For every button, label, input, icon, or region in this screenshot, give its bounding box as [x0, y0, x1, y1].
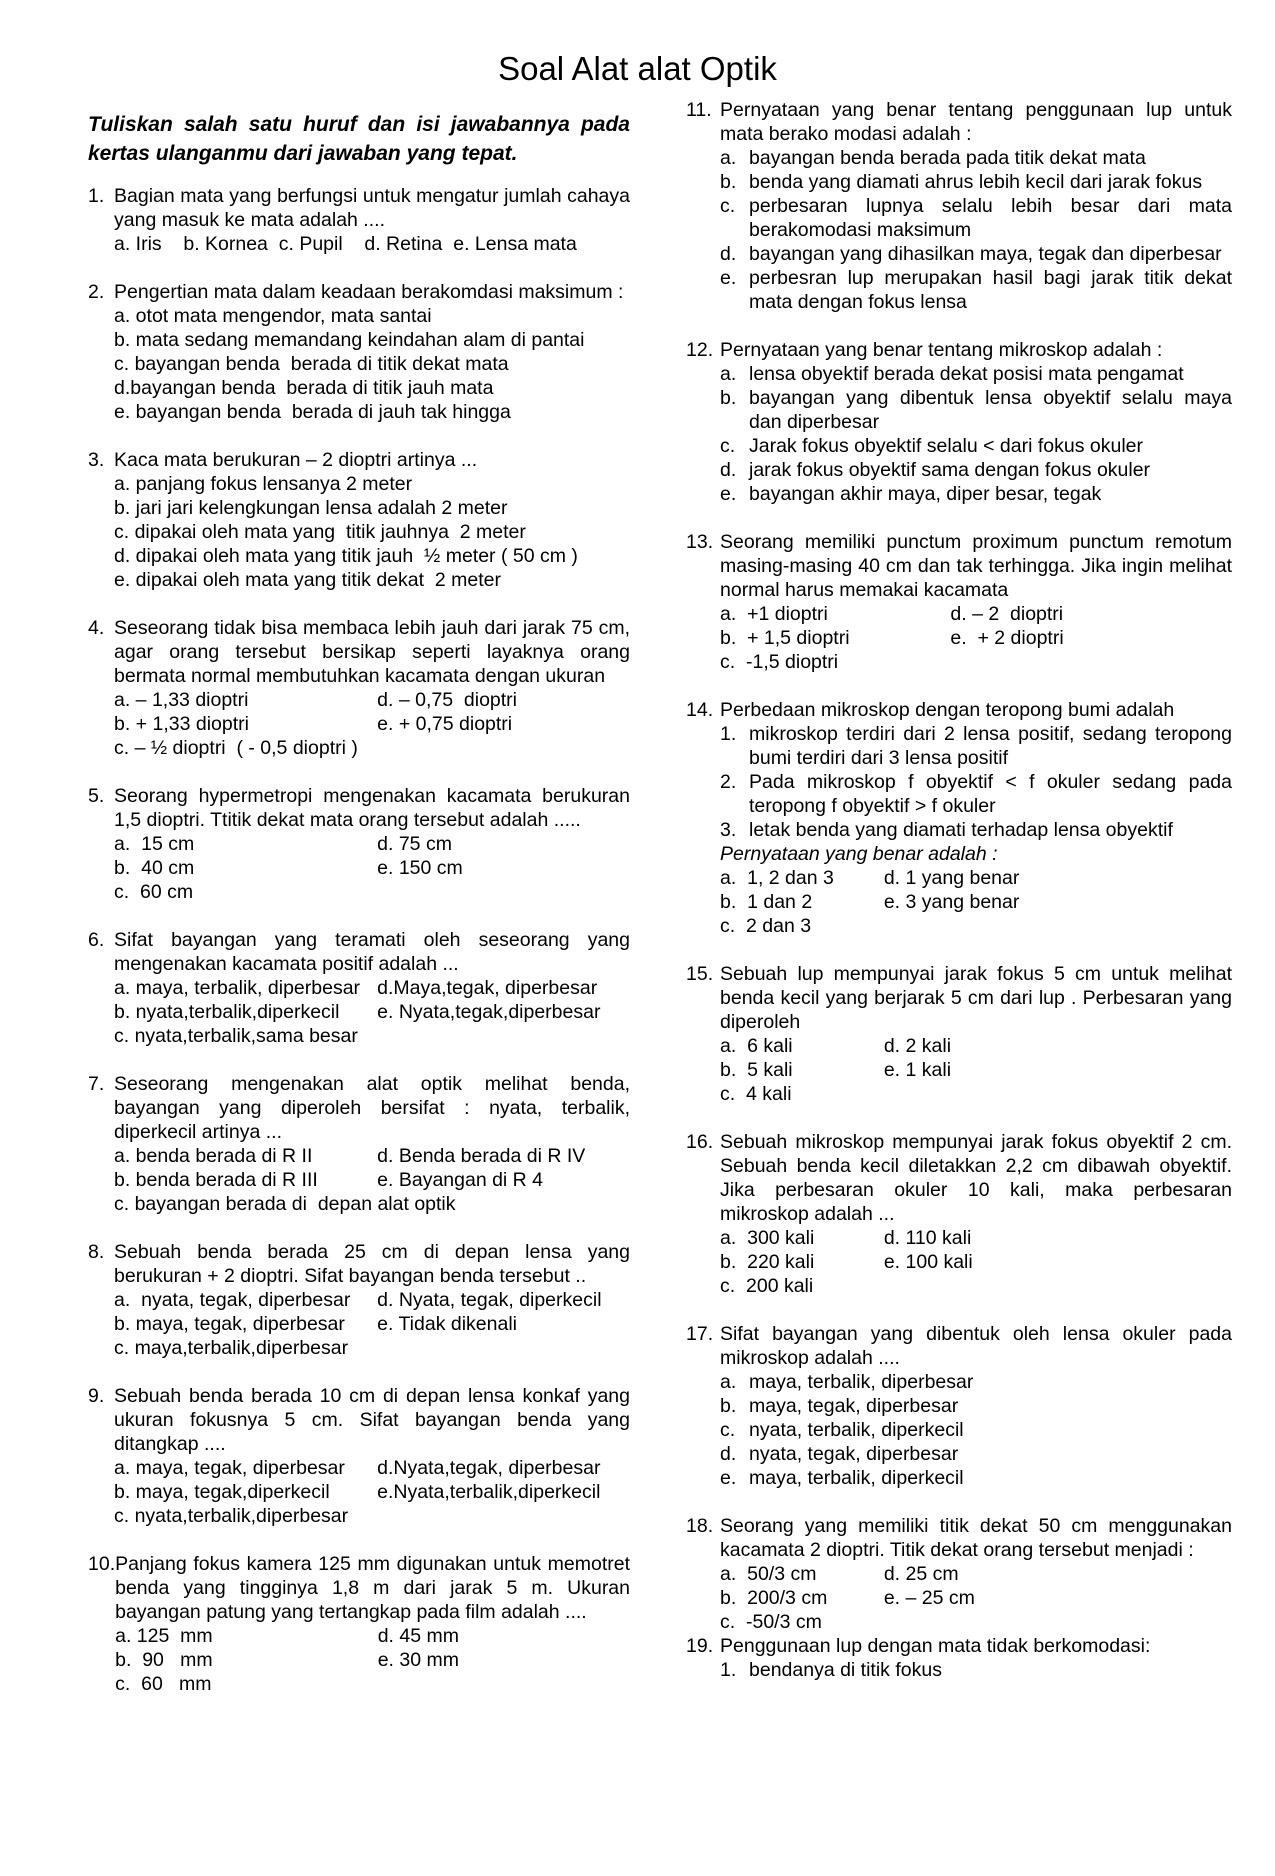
- answer-option: e. + 0,75 dioptri: [377, 713, 513, 735]
- answer-option: [720, 146, 1232, 170]
- question-14: [686, 698, 1232, 938]
- answer-option: [720, 266, 1232, 314]
- question-text: Pernyataan yang benar tentang penggunaan lup untuk mata berako modasi adalah :: [720, 99, 1232, 145]
- option-letter: 1.: [720, 723, 737, 745]
- option-text: jarak fokus obyektif sama dengan fokus okuler: [749, 459, 1151, 481]
- question-body: [720, 1514, 1232, 1634]
- answer-option-pair: [115, 1624, 630, 1648]
- answer-option-pair: [114, 688, 630, 712]
- question-text: Kaca mata berukuran – 2 dioptri artinya ...: [114, 449, 478, 471]
- answer-option-pair: [114, 712, 630, 736]
- answer-option: [720, 818, 1232, 842]
- right-column: [686, 98, 1232, 1706]
- answer-option: d. – 2 dioptri: [950, 603, 1064, 625]
- question-7: [88, 1072, 630, 1216]
- option-text: letak benda yang diamati terhadap lensa obyektif: [749, 819, 1173, 841]
- answer-option: b. mata sedang memandang keindahan alam di pantai: [114, 329, 585, 351]
- question-text: Seorang hypermetropi mengenakan kacamata berukuran 1,5 dioptri. Ttitik dekat mata orang tersebut adalah .....: [114, 785, 630, 831]
- answer-option: c. dipakai oleh mata yang titik jauhnya 2 meter: [114, 521, 526, 543]
- answer-option: a. 50/3 cm: [720, 1563, 817, 1585]
- answer-option: d.bayangan benda berada di titik jauh mata: [114, 377, 494, 399]
- answer-option: d. 45 mm: [377, 1625, 459, 1647]
- question-text: Penggunaan lup dengan mata tidak berkomodasi:: [720, 1635, 1151, 1657]
- answer-option: [720, 386, 1232, 434]
- option-text: perbesran lup merupakan hasil bagi jarak titik dekat mata dengan fokus lensa: [749, 267, 1232, 313]
- question-8: [88, 1240, 630, 1360]
- answer-option: e.Nyata,terbalik,diperkecil: [377, 1481, 601, 1503]
- answer-option-pair: [114, 1168, 630, 1192]
- option-letter: e.: [720, 483, 737, 505]
- option-letter: c.: [720, 1419, 736, 1441]
- question-number: 18.: [686, 1515, 714, 1537]
- answer-option: d. 110 kali: [883, 1227, 972, 1249]
- answer-option: b. nyata,terbalik,diperkecil: [114, 1001, 340, 1023]
- question-number: 16.: [686, 1131, 714, 1153]
- answer-option: e. Bayangan di R 4: [377, 1169, 544, 1191]
- answer-option-pair: [720, 1586, 1232, 1610]
- question-body: [114, 1240, 630, 1360]
- option-text: Jarak fokus obyektif selalu < dari fokus okuler: [749, 435, 1143, 457]
- question-body: [114, 448, 630, 592]
- answer-option: e. 100 kali: [883, 1251, 973, 1273]
- question-number: 5.: [88, 785, 105, 807]
- option-letter: e.: [720, 1467, 737, 1489]
- answer-option: e. 3 yang benar: [883, 891, 1020, 913]
- answer-option: b. 220 kali: [720, 1251, 815, 1273]
- question-body: [114, 1072, 630, 1216]
- question-body: [720, 530, 1232, 674]
- question-number: 7.: [88, 1073, 105, 1095]
- option-letter: 2.: [720, 771, 737, 793]
- option-text: bendanya di titik fokus: [749, 1659, 942, 1681]
- answer-option-pair: [114, 1144, 630, 1168]
- answer-option: d.Nyata,tegak, diperbesar: [377, 1457, 601, 1479]
- option-text: Pada mikroskop f obyektif < f okuler sedang pada teropong f obyektif > f okuler: [749, 771, 1232, 817]
- question-text: Pernyataan yang benar tentang mikroskop adalah :: [720, 339, 1163, 361]
- question-body: [720, 98, 1232, 314]
- answer-option: a. Iris b. Kornea c. Pupil d. Retina e. Lensa mata: [114, 233, 577, 255]
- question-body: [720, 698, 1232, 938]
- answer-option: [720, 770, 1232, 818]
- answer-option: a. maya, tegak, diperbesar: [114, 1457, 345, 1479]
- question-text: Perbedaan mikroskop dengan teropong bumi adalah: [720, 699, 1175, 721]
- question-body: [720, 1130, 1232, 1298]
- question-number: 14.: [686, 699, 714, 721]
- answer-option: c. -50/3 cm: [720, 1611, 822, 1633]
- question-5: [88, 784, 630, 904]
- question-number: 8.: [88, 1241, 105, 1263]
- question-16: [686, 1130, 1232, 1298]
- option-text: bayangan yang dihasilkan maya, tegak dan diperbesar: [749, 243, 1222, 265]
- question-13: [686, 530, 1232, 674]
- answer-option: a. 300 kali: [720, 1227, 815, 1249]
- question-text: Sifat bayangan yang dibentuk oleh lensa okuler pada mikroskop adalah ....: [720, 1323, 1232, 1369]
- option-letter: a.: [720, 147, 737, 169]
- question-2: [88, 280, 630, 424]
- answer-option: c. nyata,terbalik,diperbesar: [114, 1505, 349, 1527]
- answer-option: a. 1, 2 dan 3: [720, 867, 834, 889]
- answer-option: a. +1 dioptri: [720, 603, 828, 625]
- question-body: [115, 1552, 630, 1696]
- answer-option: b. 40 cm: [114, 857, 195, 879]
- answer-option: b. 5 kali: [720, 1059, 793, 1081]
- question-19: [686, 1634, 1232, 1682]
- answer-option: a. 15 cm: [114, 833, 195, 855]
- option-text: maya, terbalik, diperbesar: [749, 1371, 974, 1393]
- option-text: perbesaran lupnya selalu lebih besar dari mata berakomodasi maksimum: [749, 195, 1232, 241]
- option-letter: c.: [720, 195, 736, 217]
- question-number: 12.: [686, 339, 714, 361]
- option-text: benda yang diamati ahrus lebih kecil dari jarak fokus: [749, 171, 1203, 193]
- question-body: [114, 928, 630, 1048]
- option-letter: b.: [720, 171, 737, 193]
- answer-option: b. + 1,33 dioptri: [114, 713, 249, 735]
- answer-option: [720, 1394, 1232, 1418]
- question-17: [686, 1322, 1232, 1490]
- answer-option: b. benda berada di R III: [114, 1169, 318, 1191]
- answer-option: c. bayangan benda berada di titik dekat mata: [114, 353, 509, 375]
- question-number: 11.: [686, 99, 712, 121]
- answer-option: d. Benda berada di R IV: [377, 1145, 586, 1167]
- option-letter: c.: [720, 435, 736, 457]
- question-number: 3.: [88, 449, 105, 471]
- answer-option: d. 25 cm: [883, 1563, 959, 1585]
- answer-option: d. 1 yang benar: [883, 867, 1020, 889]
- left-column: [88, 110, 630, 1720]
- answer-option: e. Nyata,tegak,diperbesar: [377, 1001, 601, 1023]
- option-text: maya, terbalik, diperkecil: [749, 1467, 964, 1489]
- answer-option-pair: [720, 626, 1232, 650]
- answer-option: a. panjang fokus lensanya 2 meter: [114, 473, 413, 495]
- answer-option: b. 1 dan 2: [720, 891, 813, 913]
- answer-option: c. maya,terbalik,diperbesar: [114, 1337, 349, 1359]
- answer-option: [720, 1466, 1232, 1490]
- answer-option: d. 75 cm: [377, 833, 452, 855]
- answer-option: e. dipakai oleh mata yang titik dekat 2 meter: [114, 569, 501, 591]
- answer-option: e. bayangan benda berada di jauh tak hingga: [114, 401, 511, 423]
- answer-option: [720, 362, 1232, 386]
- option-letter: b.: [720, 1395, 737, 1417]
- question-12: [686, 338, 1232, 506]
- answer-option: e. 30 mm: [377, 1649, 459, 1671]
- question-text: Sebuah lup mempunyai jarak fokus 5 cm untuk melihat benda kecil yang berjarak 5 cm dari lup . Perbesaran yang diperoleh: [720, 963, 1232, 1033]
- question-text: Seorang yang memiliki titik dekat 50 cm menggunakan kacamata 2 dioptri. Titik dekat orang tersebut menjadi :: [720, 1515, 1232, 1561]
- question-text: Bagian mata yang berfungsi untuk mengatur jumlah cahaya yang masuk ke mata adalah ....: [114, 185, 630, 231]
- option-letter: d.: [720, 1443, 737, 1465]
- question-body: [720, 338, 1232, 506]
- answer-option-pair: [720, 866, 1232, 890]
- answer-option: c. 2 dan 3: [720, 915, 812, 937]
- question-number: 1.: [88, 185, 105, 207]
- answer-option: [720, 458, 1232, 482]
- question-number: 4.: [88, 617, 105, 639]
- answer-option: [720, 722, 1232, 770]
- question-body: [114, 1384, 630, 1528]
- answer-option: e. 1 kali: [883, 1059, 952, 1081]
- answer-option-pair: [720, 1058, 1232, 1082]
- question-text: Sebuah benda berada 25 cm di depan lensa yang berukuran + 2 dioptri. Sifat bayangan benda tersebut ..: [114, 1241, 630, 1287]
- question-text: Seseorang mengenakan alat optik melihat benda, bayangan yang diperoleh bersifat : nyata, terbalik, diperkecil artinya ...: [114, 1073, 630, 1143]
- question-body: [720, 1322, 1232, 1490]
- question-number: 13.: [686, 531, 714, 553]
- question-text: Seseorang tidak bisa membaca lebih jauh dari jarak 75 cm, agar orang tersebut bersikap seperti layaknya orang bermata normal membutuhkan kacamata dengan ukuran: [114, 617, 630, 687]
- question-6: [88, 928, 630, 1048]
- question-18: [686, 1514, 1232, 1634]
- answer-option-pair: [114, 1312, 630, 1336]
- option-letter: d.: [720, 243, 737, 265]
- answer-option: d.Maya,tegak, diperbesar: [377, 977, 598, 999]
- answer-option-pair: [720, 890, 1232, 914]
- answer-option: [720, 1370, 1232, 1394]
- page-title: Soal Alat alat Optik: [498, 50, 777, 87]
- answer-option: [720, 170, 1232, 194]
- answer-option: e. + 2 dioptri: [950, 627, 1064, 649]
- answer-option: c. 4 kali: [720, 1083, 792, 1105]
- option-text: lensa obyektif berada dekat posisi mata pengamat: [749, 363, 1184, 385]
- question-number: 17.: [686, 1323, 714, 1345]
- answer-option: e. Tidak dikenali: [377, 1313, 517, 1335]
- answer-option: c. bayangan berada di depan alat optik: [114, 1193, 456, 1215]
- question-text: Sebuah mikroskop mempunyai jarak fokus obyektif 2 cm. Sebuah benda kecil diletakkan 2,2 cm dibawah obyektif. Jika perbesaran okuler 10 kali, maka perbesaran mikroskop adalah ...: [720, 1131, 1232, 1225]
- answer-option: a. benda berada di R II: [114, 1145, 313, 1167]
- answer-option: a. 125 mm: [115, 1625, 213, 1647]
- answer-option: c. 200 kali: [720, 1275, 814, 1297]
- answer-option: b. + 1,5 dioptri: [720, 627, 850, 649]
- question-number: 15.: [686, 963, 714, 985]
- option-letter: a.: [720, 1371, 737, 1393]
- instructions: Tuliskan salah satu huruf dan isi jawabannya pada kertas ulanganmu dari jawaban yang tepat.: [88, 113, 630, 165]
- question-number: 2.: [88, 281, 105, 303]
- question-1: [88, 184, 630, 256]
- question-body: [114, 616, 630, 760]
- answer-option: d. Nyata, tegak, diperkecil: [377, 1289, 602, 1311]
- question-4: [88, 616, 630, 760]
- question-body: [720, 962, 1232, 1106]
- answer-option: [720, 1418, 1232, 1442]
- question-number: 9.: [88, 1385, 105, 1407]
- option-text: mikroskop terdiri dari 2 lensa positif, sedang teropong bumi terdiri dari 3 lensa positif: [749, 723, 1232, 769]
- option-letter: b.: [720, 387, 737, 409]
- option-text: bayangan akhir maya, diper besar, tegak: [749, 483, 1102, 505]
- answer-option: a. nyata, tegak, diperbesar: [114, 1289, 351, 1311]
- question-15: [686, 962, 1232, 1106]
- answer-option: a. otot mata mengendor, mata santai: [114, 305, 432, 327]
- question-body: [114, 184, 630, 256]
- answer-option-pair: [114, 1288, 630, 1312]
- question-text: Panjang fokus kamera 125 mm digunakan untuk memotret benda yang tingginya 1,8 m dari jarak 5 m. Ukuran bayangan patung yang tertangkap pada film adalah ....: [115, 1553, 630, 1623]
- answer-option: b. maya, tegak, diperbesar: [114, 1313, 345, 1335]
- answer-option: c. -1,5 dioptri: [720, 651, 839, 673]
- answer-option: [720, 434, 1232, 458]
- answer-option: [720, 242, 1232, 266]
- answer-option: d. 2 kali: [883, 1035, 952, 1057]
- answer-option-pair: [114, 832, 630, 856]
- answer-option-pair: [114, 1000, 630, 1024]
- answer-option: [720, 194, 1232, 242]
- answer-option-pair: [720, 1034, 1232, 1058]
- answer-option: c. nyata,terbalik,sama besar: [114, 1025, 358, 1047]
- answer-option: [720, 1658, 1232, 1682]
- question-10: [88, 1552, 630, 1696]
- option-text: nyata, terbalik, diperkecil: [749, 1419, 964, 1441]
- question-body: [114, 784, 630, 904]
- answer-option: a. – 1,33 dioptri: [114, 689, 249, 711]
- question-3: [88, 448, 630, 592]
- question-text: Sebuah benda berada 10 cm di depan lensa konkaf yang ukuran fokusnya 5 cm. Sifat bayangan benda yang ditangkap ....: [114, 1385, 630, 1455]
- answer-option: [720, 1442, 1232, 1466]
- answer-option-pair: [114, 976, 630, 1000]
- question-body: [114, 280, 630, 424]
- answer-option-pair: [720, 1250, 1232, 1274]
- answer-option-pair: [115, 1648, 630, 1672]
- answer-option: e. 150 cm: [377, 857, 463, 879]
- question-text: Seorang memiliki punctum proximum punctum remotum masing-masing 40 cm dan tak terhingga. Jika ingin melihat normal harus memakai kacamata: [720, 531, 1232, 601]
- answer-option: c. 60 cm: [114, 881, 194, 903]
- answer-option: d. dipakai oleh mata yang titik jauh ½ meter ( 50 cm ): [114, 545, 578, 567]
- option-text: nyata, tegak, diperbesar: [749, 1443, 959, 1465]
- answer-option: a. maya, terbalik, diperbesar: [114, 977, 361, 999]
- question-body: [720, 1634, 1232, 1682]
- answer-option: e. – 25 cm: [883, 1587, 975, 1609]
- option-letter: 1.: [720, 1659, 737, 1681]
- option-note: Pernyataan yang benar adalah :: [720, 843, 998, 865]
- option-letter: a.: [720, 363, 737, 385]
- answer-option: c. 60 mm: [115, 1673, 212, 1695]
- answer-option: c. – ½ dioptri ( - 0,5 dioptri ): [114, 737, 358, 759]
- answer-option-pair: [114, 1480, 630, 1504]
- answer-option: d. – 0,75 dioptri: [377, 689, 517, 711]
- question-text: Sifat bayangan yang teramati oleh seseorang yang mengenakan kacamata positif adalah ...: [114, 929, 630, 975]
- answer-option: b. 90 mm: [115, 1649, 213, 1671]
- answer-option-pair: [720, 1562, 1232, 1586]
- answer-option-pair: [114, 856, 630, 880]
- question-11: [686, 98, 1232, 314]
- option-letter: d.: [720, 459, 737, 481]
- question-number: 6.: [88, 929, 105, 951]
- option-text: bayangan benda berada pada titik dekat mata: [749, 147, 1146, 169]
- answer-option: b. maya, tegak,diperkecil: [114, 1481, 330, 1503]
- answer-option: b. jari jari kelengkungan lensa adalah 2 meter: [114, 497, 508, 519]
- option-text: bayangan yang dibentuk lensa obyektif selalu maya dan diperbesar: [749, 387, 1232, 433]
- answer-option: a. 6 kali: [720, 1035, 793, 1057]
- answer-option-pair: [720, 602, 1232, 626]
- question-text: Pengertian mata dalam keadaan berakomdasi maksimum :: [114, 281, 624, 303]
- option-letter: 3.: [720, 819, 737, 841]
- question-9: [88, 1384, 630, 1528]
- answer-option-pair: [114, 1456, 630, 1480]
- question-number: 10.: [88, 1553, 116, 1575]
- answer-option: [720, 482, 1232, 506]
- question-number: 19.: [686, 1635, 714, 1657]
- option-text: maya, tegak, diperbesar: [749, 1395, 959, 1417]
- answer-option: b. 200/3 cm: [720, 1587, 828, 1609]
- answer-option-pair: [720, 1226, 1232, 1250]
- option-letter: e.: [720, 267, 737, 289]
